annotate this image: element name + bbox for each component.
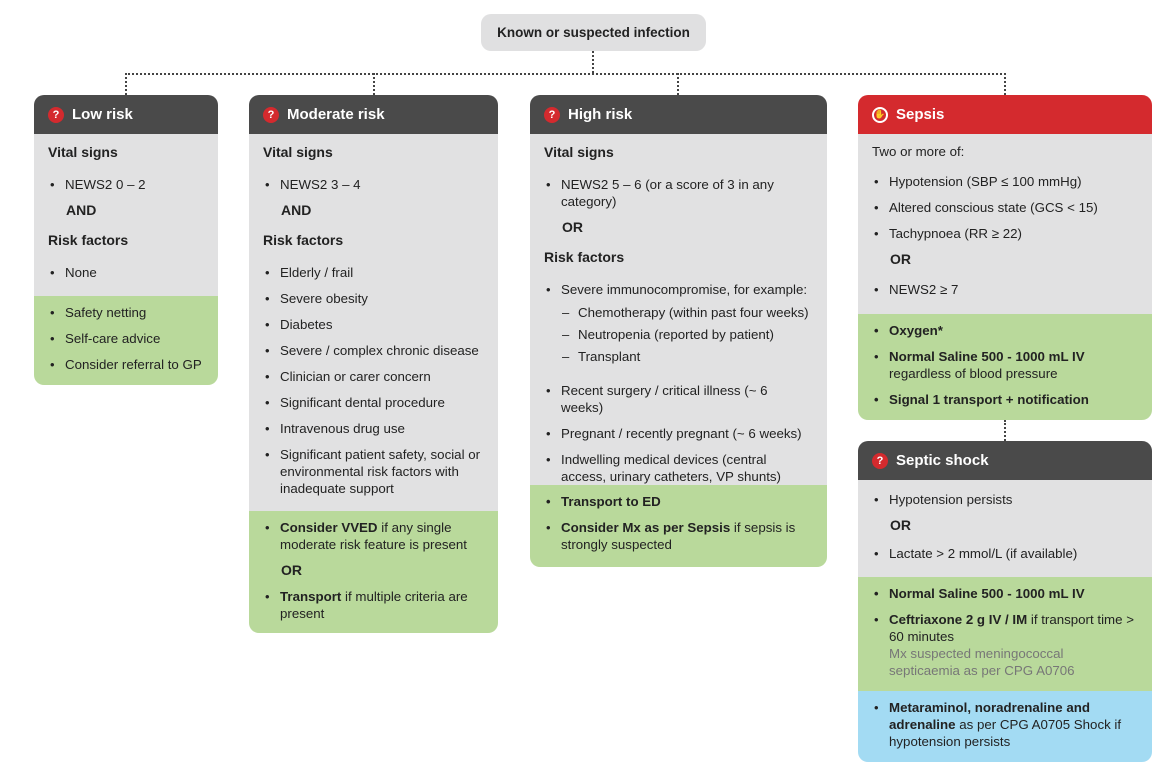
low-risk-header [34, 95, 218, 134]
moderate-risk-factors-title: Risk factors [263, 232, 344, 248]
low-and: AND [66, 202, 97, 218]
high-sub-item: – Neutropenia (reported by patient) [544, 326, 813, 343]
high-action2-bold: Consider Mx as per Sepsis [561, 520, 731, 535]
high-risk-factors-title: Risk factors [544, 249, 625, 265]
connector-low [125, 73, 127, 95]
low-vital-item: • NEWS2 0 – 2 [48, 176, 204, 193]
high-risk-intro: • Severe immunocompromise, for example: [544, 281, 813, 298]
septic-shock-actions [858, 577, 1152, 691]
sepsis-action2-bold: Normal Saline 500 - 1000 mL IV [889, 349, 1085, 364]
moderate-risk-item: • Elderly / frail [263, 264, 484, 281]
root-node: Known or suspected infection [481, 14, 706, 51]
sepsis-or: OR [890, 251, 911, 267]
moderate-or: OR [281, 562, 302, 578]
sepsis-action-saline [872, 348, 1138, 382]
sepsis-title: Sepsis [896, 106, 945, 123]
high-action2-rest: if sepsis is strongly suspected [561, 520, 796, 552]
moderate-risk-title: Moderate risk [287, 106, 385, 123]
warning-hand-icon: ✋ [872, 107, 888, 123]
shock-action2-note: Mx suspected meningococcal septicaemia as per CPG A0706 [889, 646, 1075, 678]
sepsis-item: • Hypotension (SBP ≤ 100 mmHg) [872, 173, 1138, 190]
moderate-action1-rest: if any single moderate risk feature is present [280, 520, 467, 552]
moderate-risk-item: • Significant patient safety, social or environmental risk factors with inadequate support [263, 446, 484, 497]
high-risk-item: • Recent surgery / critical illness (~ 6 weeks) [544, 382, 813, 416]
shock-item: • Lactate > 2 mmol/L (if available) [872, 545, 1138, 562]
high-risk-item: • Pregnant / recently pregnant (~ 6 weeks) [544, 425, 813, 442]
high-vital-item: • NEWS2 5 – 6 (or a score of 3 in any category) [544, 176, 813, 210]
low-risk-item: • None [48, 264, 204, 281]
high-or: OR [562, 219, 583, 235]
sepsis-action-transport: • Signal 1 transport + notification [872, 391, 1138, 408]
shock-action2-rest: if transport time > 60 minutes [889, 612, 1134, 644]
sepsis-news: • NEWS2 ≥ 7 [872, 281, 1138, 298]
low-risk-card [34, 95, 218, 385]
sepsis-card [858, 95, 1152, 420]
question-icon: ? [263, 107, 279, 123]
connector-sepsis [1004, 73, 1006, 95]
low-risk-criteria [34, 134, 218, 296]
moderate-risk-actions [249, 511, 498, 633]
septic-shock-title: Septic shock [896, 452, 989, 469]
connector-sepsis-shock [1004, 420, 1006, 441]
high-risk-criteria [530, 134, 827, 485]
high-risk-actions [530, 485, 827, 567]
low-action-item: • Safety netting [48, 304, 204, 321]
moderate-action1-bold: Consider VVED [280, 520, 378, 535]
moderate-action-vved [263, 519, 484, 553]
high-risk-item: • Indwelling medical devices (central access, urinary catheters, VP shunts) [544, 451, 813, 485]
septic-shock-header [858, 441, 1152, 480]
low-risk-title: Low risk [72, 106, 133, 123]
high-risk-header [530, 95, 827, 134]
sepsis-action2-rest: regardless of blood pressure [889, 366, 1058, 381]
low-risk-factors-title: Risk factors [48, 232, 129, 248]
high-vital-title: Vital signs [544, 144, 614, 160]
septic-shock-card [858, 441, 1152, 762]
moderate-action2-bold: Transport [280, 589, 342, 604]
connector-moderate [373, 73, 375, 95]
moderate-risk-item: • Severe / complex chronic disease [263, 342, 484, 359]
connector-root-down [592, 51, 594, 73]
moderate-action2-rest: if multiple criteria are present [280, 589, 468, 621]
sepsis-action-oxygen: • Oxygen* [872, 322, 1138, 339]
high-action-transport: • Transport to ED [544, 493, 813, 510]
moderate-risk-item: • Severe obesity [263, 290, 484, 307]
shock-or: OR [890, 517, 911, 533]
sepsis-header [858, 95, 1152, 134]
moderate-and: AND [281, 202, 312, 218]
low-action-item: • Self-care advice [48, 330, 204, 347]
moderate-risk-header [249, 95, 498, 134]
shock-action3-rest: as per CPG A0705 Shock if hypotension persists [889, 717, 1122, 749]
question-icon: ? [544, 107, 560, 123]
moderate-risk-item: • Intravenous drug use [263, 420, 484, 437]
sepsis-item: • Altered conscious state (GCS < 15) [872, 199, 1138, 216]
high-risk-card [530, 95, 827, 567]
moderate-risk-criteria [249, 134, 498, 511]
connector-horizontal [125, 73, 1006, 75]
low-vital-title: Vital signs [48, 144, 118, 160]
sepsis-actions [858, 314, 1152, 420]
shock-action3-bold: Metaraminol, noradrenaline and adrenaline [889, 700, 1090, 732]
low-action-item: • Consider referral to GP [48, 356, 204, 373]
sepsis-intro: Two or more of: [872, 144, 965, 159]
shock-action-ceftriaxone [872, 611, 1138, 679]
moderate-risk-item: • Significant dental procedure [263, 394, 484, 411]
moderate-action-transport [263, 588, 484, 622]
moderate-vital-title: Vital signs [263, 144, 333, 160]
high-sub-item: – Transplant [544, 348, 813, 365]
septic-shock-vasopressor [858, 691, 1152, 762]
question-icon: ? [872, 453, 888, 469]
shock-action2-bold: Ceftriaxone 2 g IV / IM [889, 612, 1028, 627]
septic-shock-criteria [858, 480, 1152, 577]
moderate-risk-item: • Diabetes [263, 316, 484, 333]
shock-action-vasopressor [872, 699, 1138, 750]
sepsis-criteria [858, 134, 1152, 314]
moderate-risk-card [249, 95, 498, 633]
sepsis-item: • Tachypnoea (RR ≥ 22) [872, 225, 1138, 242]
high-sub-item: – Chemotherapy (within past four weeks) [544, 304, 813, 321]
connector-high [677, 73, 679, 95]
moderate-risk-item: • Clinician or carer concern [263, 368, 484, 385]
moderate-vital-item: • NEWS2 3 – 4 [263, 176, 484, 193]
shock-item: • Hypotension persists [872, 491, 1138, 508]
question-icon: ? [48, 107, 64, 123]
low-risk-actions [34, 296, 218, 385]
high-risk-title: High risk [568, 106, 633, 123]
high-action-sepsis [544, 519, 813, 553]
shock-action-saline: • Normal Saline 500 - 1000 mL IV [872, 585, 1138, 602]
